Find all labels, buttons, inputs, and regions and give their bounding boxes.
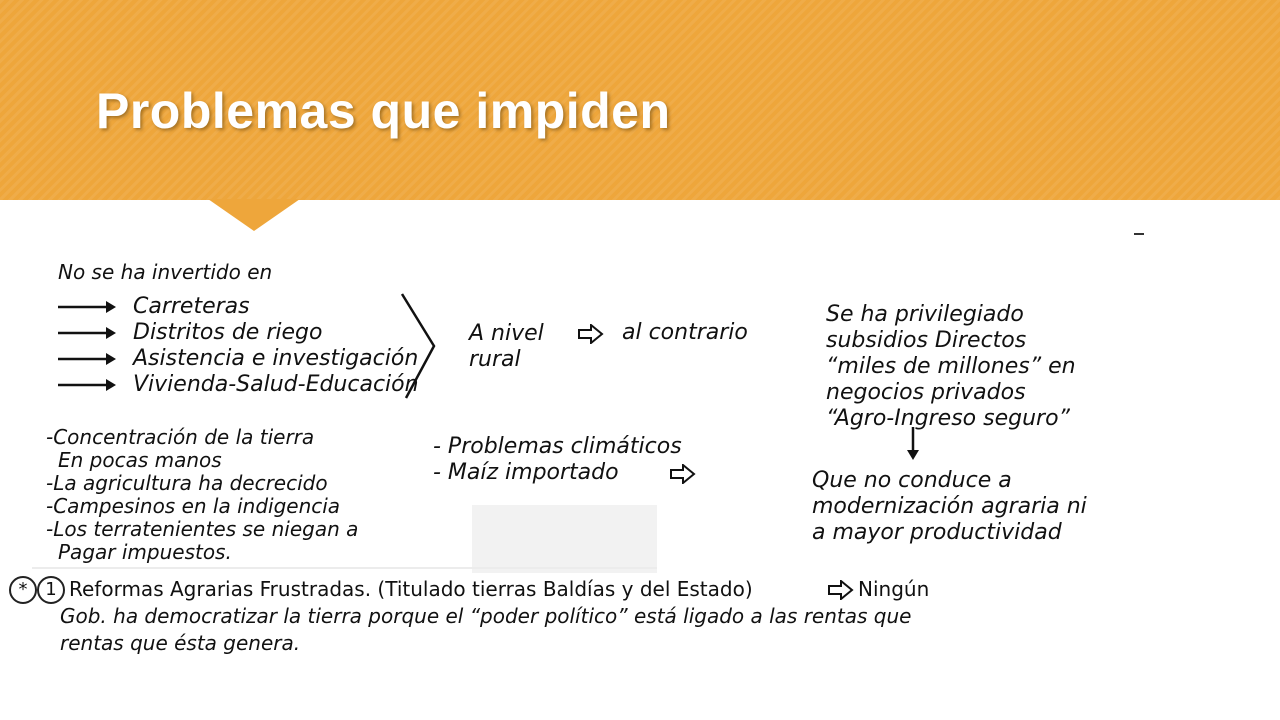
arrow-right-icon xyxy=(56,298,118,394)
problem-line: -Concentración de la tierra xyxy=(46,425,315,449)
gray-patch xyxy=(472,505,657,573)
conduce-line: modernización agraria ni xyxy=(812,494,1087,519)
banner-notch xyxy=(208,199,300,231)
hollow-arrow-icon xyxy=(828,580,854,600)
star-badge: * xyxy=(9,576,37,604)
invest-item: Asistencia e investigación xyxy=(133,346,419,371)
hollow-arrow-icon xyxy=(578,324,604,344)
al-contrario: al contrario xyxy=(622,320,748,345)
privilegiado-line: negocios privados xyxy=(826,380,1026,405)
privilegiado-line: Se ha privilegiado xyxy=(826,302,1024,327)
hollow-arrow-icon xyxy=(670,464,696,484)
problems-mid xyxy=(433,434,682,486)
problem-mid-line: - Problemas climáticos xyxy=(433,434,682,459)
brace-icon xyxy=(396,290,440,402)
problem-mid-line: - Maíz importado xyxy=(433,460,619,485)
reforma-line-3: rentas que ésta genera. xyxy=(60,631,301,655)
nivel-rural xyxy=(469,321,544,373)
stray-mark xyxy=(1134,233,1144,235)
reforma-end: Ningún xyxy=(858,577,930,601)
invest-list xyxy=(133,294,419,398)
problem-line: -La agricultura ha decrecido xyxy=(46,471,328,495)
problem-line: -Los terratenientes se niegan a xyxy=(46,517,359,541)
privilegiado-block xyxy=(826,302,1076,432)
invest-item: Carreteras xyxy=(133,294,250,319)
divider xyxy=(32,567,657,569)
conduce-block xyxy=(812,468,1087,546)
privilegiado-line: “miles de millones” en xyxy=(826,354,1076,379)
privilegiado-line: “Agro-Ingreso seguro” xyxy=(826,406,1070,431)
invest-header: No se ha invertido en xyxy=(58,260,273,284)
privilegiado-line: subsidios Directos xyxy=(826,328,1027,353)
conduce-line: Que no conduce a xyxy=(812,468,1012,493)
reforma-line-1: Reformas Agrarias Frustradas. (Titulado tierras Baldías y del Estado) xyxy=(69,577,753,601)
nivel-line: rural xyxy=(469,347,521,372)
number-badge: 1 xyxy=(37,576,65,604)
slide-title: Problemas que impiden xyxy=(96,83,671,139)
problem-line: En pocas manos xyxy=(58,448,222,472)
arrow-down-icon xyxy=(904,426,922,462)
invest-item: Vivienda-Salud-Educación xyxy=(133,372,419,397)
invest-item: Distritos de riego xyxy=(133,320,323,345)
problem-line: Pagar impuestos. xyxy=(58,540,232,564)
conduce-line: a mayor productividad xyxy=(812,520,1062,545)
reforma-line-2: Gob. ha democratizar la tierra porque el “poder político” está ligado a las rentas que xyxy=(60,604,912,628)
problem-line: -Campesinos en la indigencia xyxy=(46,494,341,518)
problems-left xyxy=(46,426,358,564)
nivel-line: A nivel xyxy=(469,321,544,346)
